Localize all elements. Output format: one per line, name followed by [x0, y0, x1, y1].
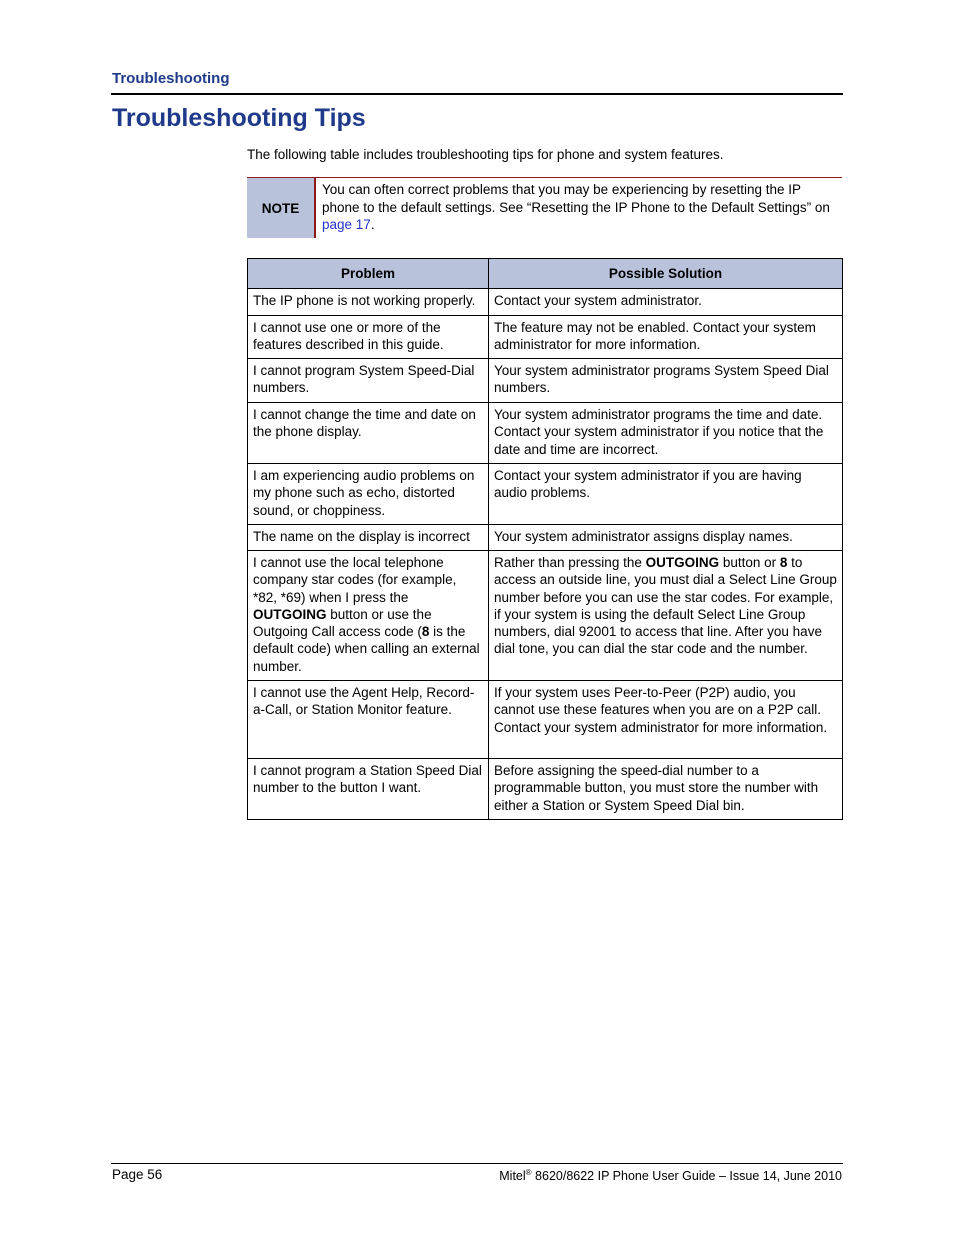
page-title: Troubleshooting Tips — [112, 104, 366, 132]
problem-text: is the default code) when calling an external number. — [253, 624, 480, 674]
solution-cell: Your system administrator programs System Speed Dial numbers. — [489, 359, 843, 403]
note-text-after: . — [370, 217, 375, 232]
problem-cell — [248, 551, 489, 681]
note-text-before: You can often correct problems that you may be experiencing by resetting the IP phone to the default settings. See “Resetting the IP Phone to the Default Settings” on — [322, 182, 830, 215]
solution-text: button or — [719, 555, 780, 570]
problem-text: button or use the Outgoing Call access code ( — [253, 606, 432, 640]
solution-cell: Contact your system administrator. — [489, 289, 843, 316]
note-label: NOTE — [247, 178, 314, 238]
problem-cell: The IP phone is not working properly. — [248, 289, 489, 316]
access-code-label: 8 — [779, 555, 788, 570]
solution-cell: Your system administrator assigns display names. — [489, 525, 843, 551]
running-header: Troubleshooting — [112, 70, 230, 87]
table-row — [248, 759, 843, 820]
header-solution: Possible Solution — [489, 259, 843, 289]
solution-cell: Before assigning the speed-dial number to a programmable button, you must store the number with either a Station or System Speed Dial bin. — [489, 759, 843, 820]
solution-text: Rather than pressing the — [494, 555, 646, 570]
page-link[interactable]: page 17 — [322, 217, 371, 232]
problem-cell: I cannot program a Station Speed Dial number to the button I want. — [248, 759, 489, 820]
troubleshooting-table — [247, 258, 843, 820]
problem-text: I cannot use the local telephone company star codes (for example, *82, *69) when I press the — [253, 555, 457, 605]
table-header-row — [248, 259, 843, 289]
outgoing-key-label: OUTGOING — [645, 555, 720, 570]
table-row — [248, 359, 843, 403]
problem-cell: I am experiencing audio problems on my phone such as echo, distorted sound, or choppiness. — [248, 464, 489, 525]
header-problem: Problem — [248, 259, 489, 289]
solution-cell: Contact your system administrator if you are having audio problems. — [489, 464, 843, 525]
table-row — [248, 551, 843, 681]
header-rule — [111, 93, 843, 95]
problem-cell: I cannot change the time and date on the phone display. — [248, 403, 489, 464]
solution-text: to access an outside line, you must dial a Select Line Group number before you can use the star codes. For example, if your system is using the default Select Line Group numbers, dial 92001 to access that line. After you have dial tone, you can dial the star code and the number. — [494, 555, 837, 657]
intro-paragraph: The following table includes troubleshooting tips for phone and system features. — [247, 147, 724, 162]
table-row — [248, 525, 843, 551]
table-row — [248, 464, 843, 525]
note-divider — [314, 178, 316, 238]
problem-cell: I cannot use the Agent Help, Record-a-Call, or Station Monitor feature. — [248, 681, 489, 759]
problem-cell: I cannot use one or more of the features described in this guide. — [248, 316, 489, 359]
table-row — [248, 403, 843, 464]
access-code-label: 8 — [421, 624, 430, 640]
solution-cell — [489, 551, 843, 681]
solution-cell: The feature may not be enabled. Contact your system administrator for more information. — [489, 316, 843, 359]
solution-cell: Your system administrator programs the time and date. Contact your system administrator if you notice that the date and time are incorrect. — [489, 403, 843, 464]
brand-name: Mitel — [499, 1169, 526, 1184]
table-row — [248, 289, 843, 316]
note-box — [247, 177, 842, 238]
document-title-text: 8620/8622 IP Phone User Guide – Issue 14, June 2010 — [531, 1169, 842, 1184]
table-row — [248, 316, 843, 359]
problem-cell: I cannot program System Speed-Dial numbers. — [248, 359, 489, 403]
outgoing-key-label: OUTGOING — [253, 606, 327, 622]
problem-cell: The name on the display is incorrect — [248, 525, 489, 551]
footer-rule — [111, 1163, 843, 1164]
document-title — [499, 1168, 842, 1183]
note-text — [322, 181, 837, 234]
registered-mark: ® — [525, 1168, 532, 1177]
page-number: Page 56 — [112, 1167, 163, 1182]
solution-cell: If your system uses Peer-to-Peer (P2P) audio, you cannot use these features when you are on a P2P call. Contact your system administrator for more information. — [489, 681, 843, 759]
table-row — [248, 681, 843, 759]
